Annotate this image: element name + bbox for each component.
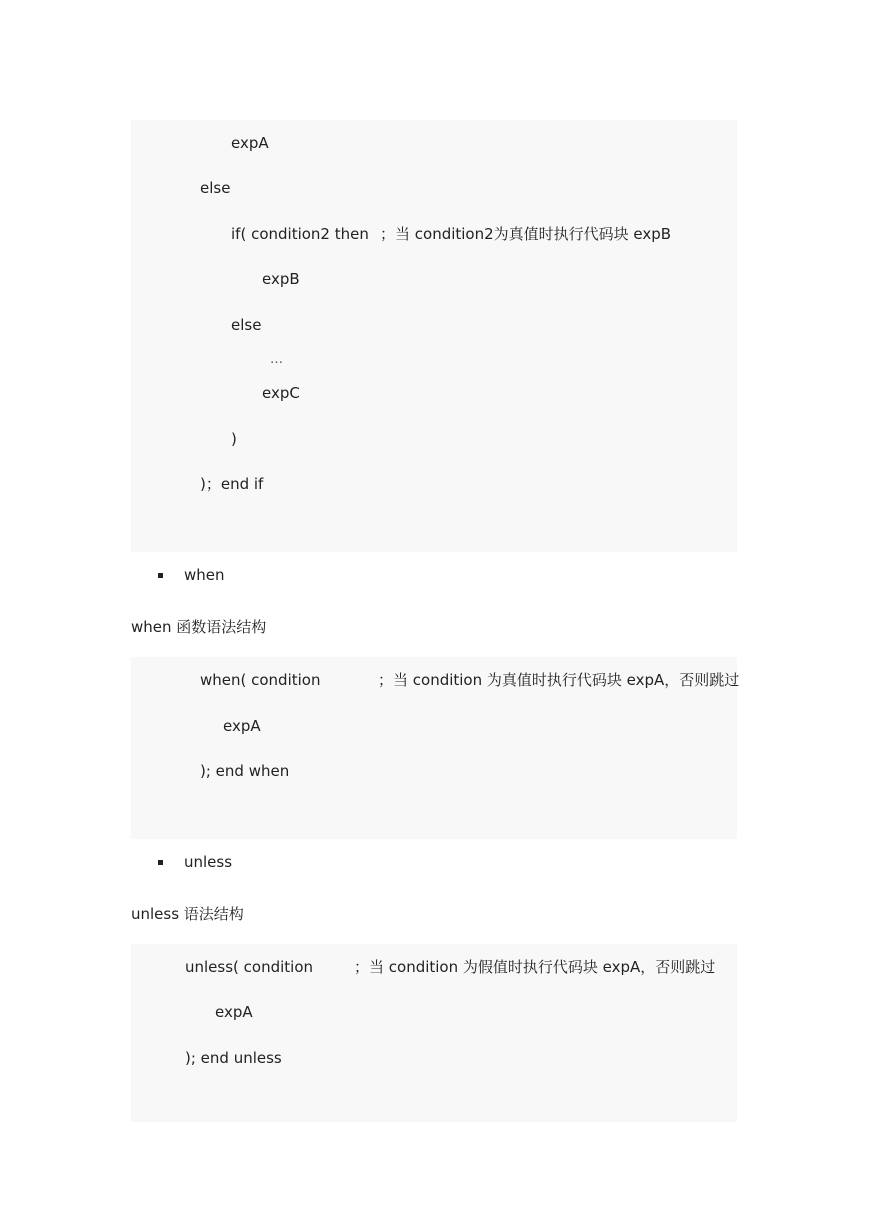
code-line: when( condition: [200, 671, 321, 689]
code-line: ); end unless: [185, 1049, 282, 1067]
code-comment: ；当 condition2为真值时执行代码块 expB: [380, 225, 672, 243]
code-line: ): [231, 430, 237, 448]
code-line: expC: [262, 384, 300, 402]
bullet-icon: [158, 860, 163, 865]
code-comment: ；当 condition 为真值时执行代码块 expA，否则跳过: [378, 671, 740, 689]
section-heading-when: when 函数语法结构: [131, 618, 267, 636]
bullet-label-unless: unless: [184, 853, 233, 871]
code-line: unless( condition: [185, 958, 314, 976]
bullet-icon: [158, 573, 163, 578]
code-line: expA: [215, 1003, 253, 1021]
bullet-label-when: when: [184, 566, 225, 584]
code-line: expB: [262, 270, 300, 288]
code-line: ); end when: [200, 762, 290, 780]
section-heading-unless: unless 语法结构: [131, 905, 244, 923]
code-line: )；end if: [200, 475, 264, 493]
code-line: expA: [231, 134, 269, 152]
code-line: else: [231, 316, 262, 334]
code-line: if( condition2 then: [231, 225, 369, 243]
code-line: expA: [223, 717, 261, 735]
code-comment: ；当 condition 为假值时执行代码块 expA，否则跳过: [354, 958, 716, 976]
ellipsis: …: [270, 352, 283, 367]
code-line: else: [200, 179, 231, 197]
